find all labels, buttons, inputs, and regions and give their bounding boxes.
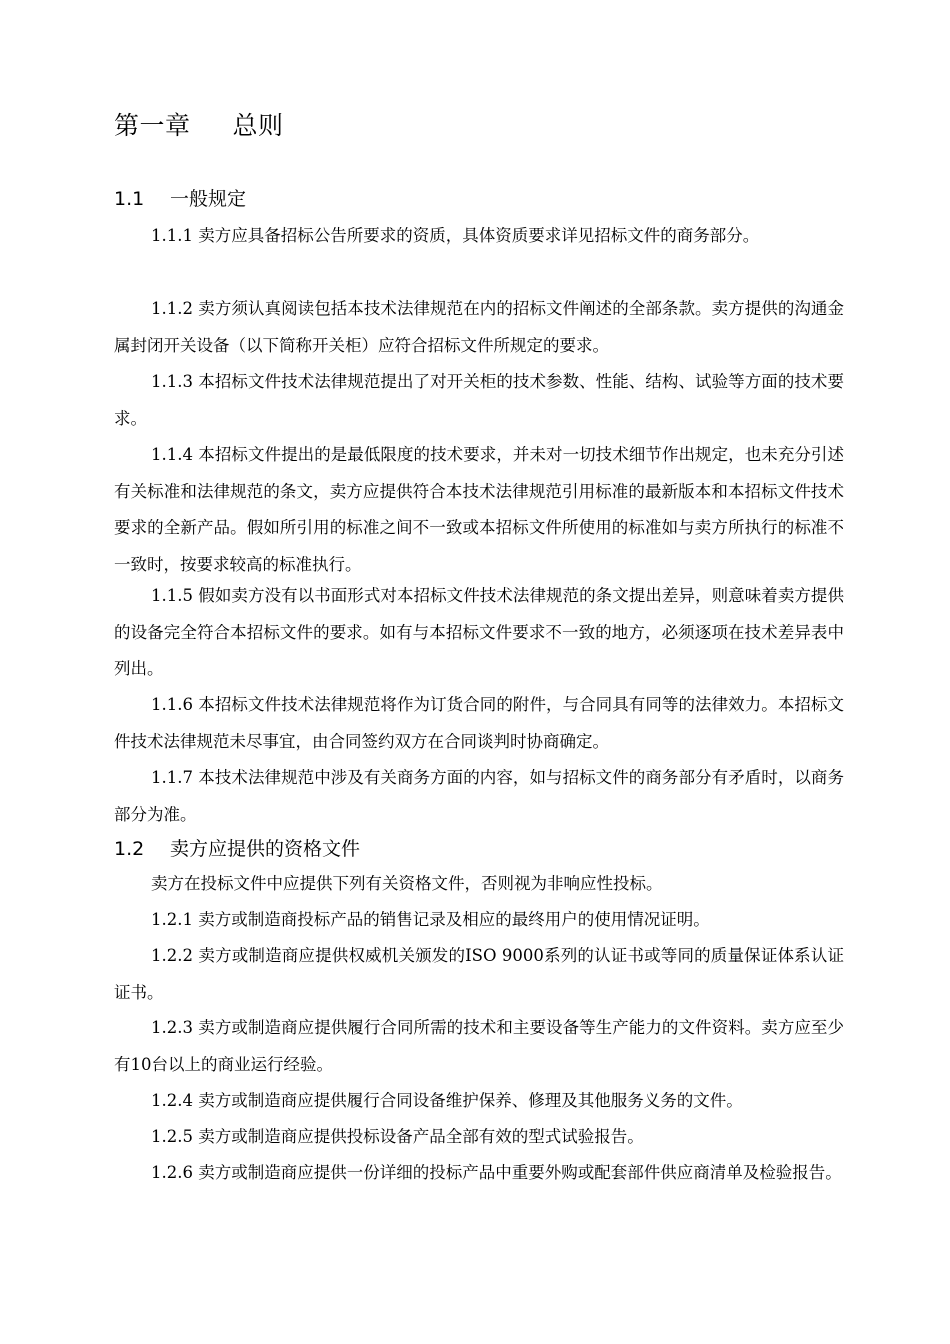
section-number: 1.2 xyxy=(114,838,145,860)
paragraph-1-1-5: 1.1.5 假如卖方没有以书面形式对本招标文件技术法律规范的条文提出差异，则意味着卖方提供的设备完全符合本招标文件的要求。如有与本招标文件要求不一致的地方，必须逐项在技术差异表中列出。 xyxy=(114,586,844,678)
paragraph-1-1-1: 1.1.1 卖方应具备招标公告所要求的资质，具体资质要求详见招标文件的商务部分。 xyxy=(151,226,760,245)
chapter-name: 总则 xyxy=(232,111,284,140)
paragraph-1-1-6: 1.1.6 本招标文件技术法律规范将作为订货合同的附件，与合同具有同等的法律效力。本招标文件技术法律规范未尽事宜，由合同签约双方在合同谈判时协商确定。 xyxy=(114,695,844,751)
chapter-title xyxy=(114,108,284,144)
paragraph-1-2-3: 1.2.3 卖方或制造商应提供履行合同所需的技术和主要设备等生产能力的文件资料。卖方应至少有10台以上的商业运行经验。 xyxy=(114,1018,844,1074)
paragraph-1-1-2: 1.1.2 卖方须认真阅读包括本技术法律规范在内的招标文件阐述的全部条款。卖方提供的沟通金属封闭开关设备（以下简称开关柜）应符合招标文件所规定的要求。 xyxy=(114,299,844,355)
chapter-number: 第一章 xyxy=(114,111,191,140)
paragraph-1-2-4: 1.2.4 卖方或制造商应提供履行合同设备维护保养、修理及其他服务义务的文件。 xyxy=(151,1091,743,1110)
section-title: 一般规定 xyxy=(170,188,247,210)
paragraph-1-1-3: 1.1.3 本招标文件技术法律规范提出了对开关柜的技术参数、性能、结构、试验等方面的技术要求。 xyxy=(114,372,844,428)
paragraph-1-2-6: 1.2.6 卖方或制造商应提供一份详细的投标产品中重要外购或配套部件供应商清单及检验报告。 xyxy=(151,1163,842,1182)
section-number: 1.1 xyxy=(114,188,145,210)
section-heading xyxy=(114,185,246,213)
paragraph-1-1-4: 1.1.4 本招标文件提出的是最低限度的技术要求，并未对一切技术细节作出规定，也未充分引述有关标准和法律规范的条文，卖方应提供符合本技术法律规范引用标准的最新版本和本招标文件技术要求的全新产品。假如所引用的标准之间不一致或本招标文件所使用的标准如与卖方所执行的标准不一致时，按要求较高的标准执行。 xyxy=(114,445,844,574)
paragraph-1-2-2: 1.2.2 卖方或制造商应提供权威机关颁发的ISO 9000系列的认证书或等同的质量保证体系认证证书。 xyxy=(114,946,844,1002)
paragraph-1-1-7: 1.1.7 本技术法律规范中涉及有关商务方面的内容，如与招标文件的商务部分有矛盾时，以商务部分为准。 xyxy=(114,768,844,824)
section-heading xyxy=(114,835,360,863)
paragraph-1-2-intro: 卖方在投标文件中应提供下列有关资格文件，否则视为非响应性投标。 xyxy=(151,874,663,893)
paragraph-1-2-5: 1.2.5 卖方或制造商应提供投标设备产品全部有效的型式试验报告。 xyxy=(151,1127,644,1146)
section-title: 卖方应提供的资格文件 xyxy=(170,838,361,860)
paragraph-1-2-1: 1.2.1 卖方或制造商投标产品的销售记录及相应的最终用户的使用情况证明。 xyxy=(151,910,710,929)
